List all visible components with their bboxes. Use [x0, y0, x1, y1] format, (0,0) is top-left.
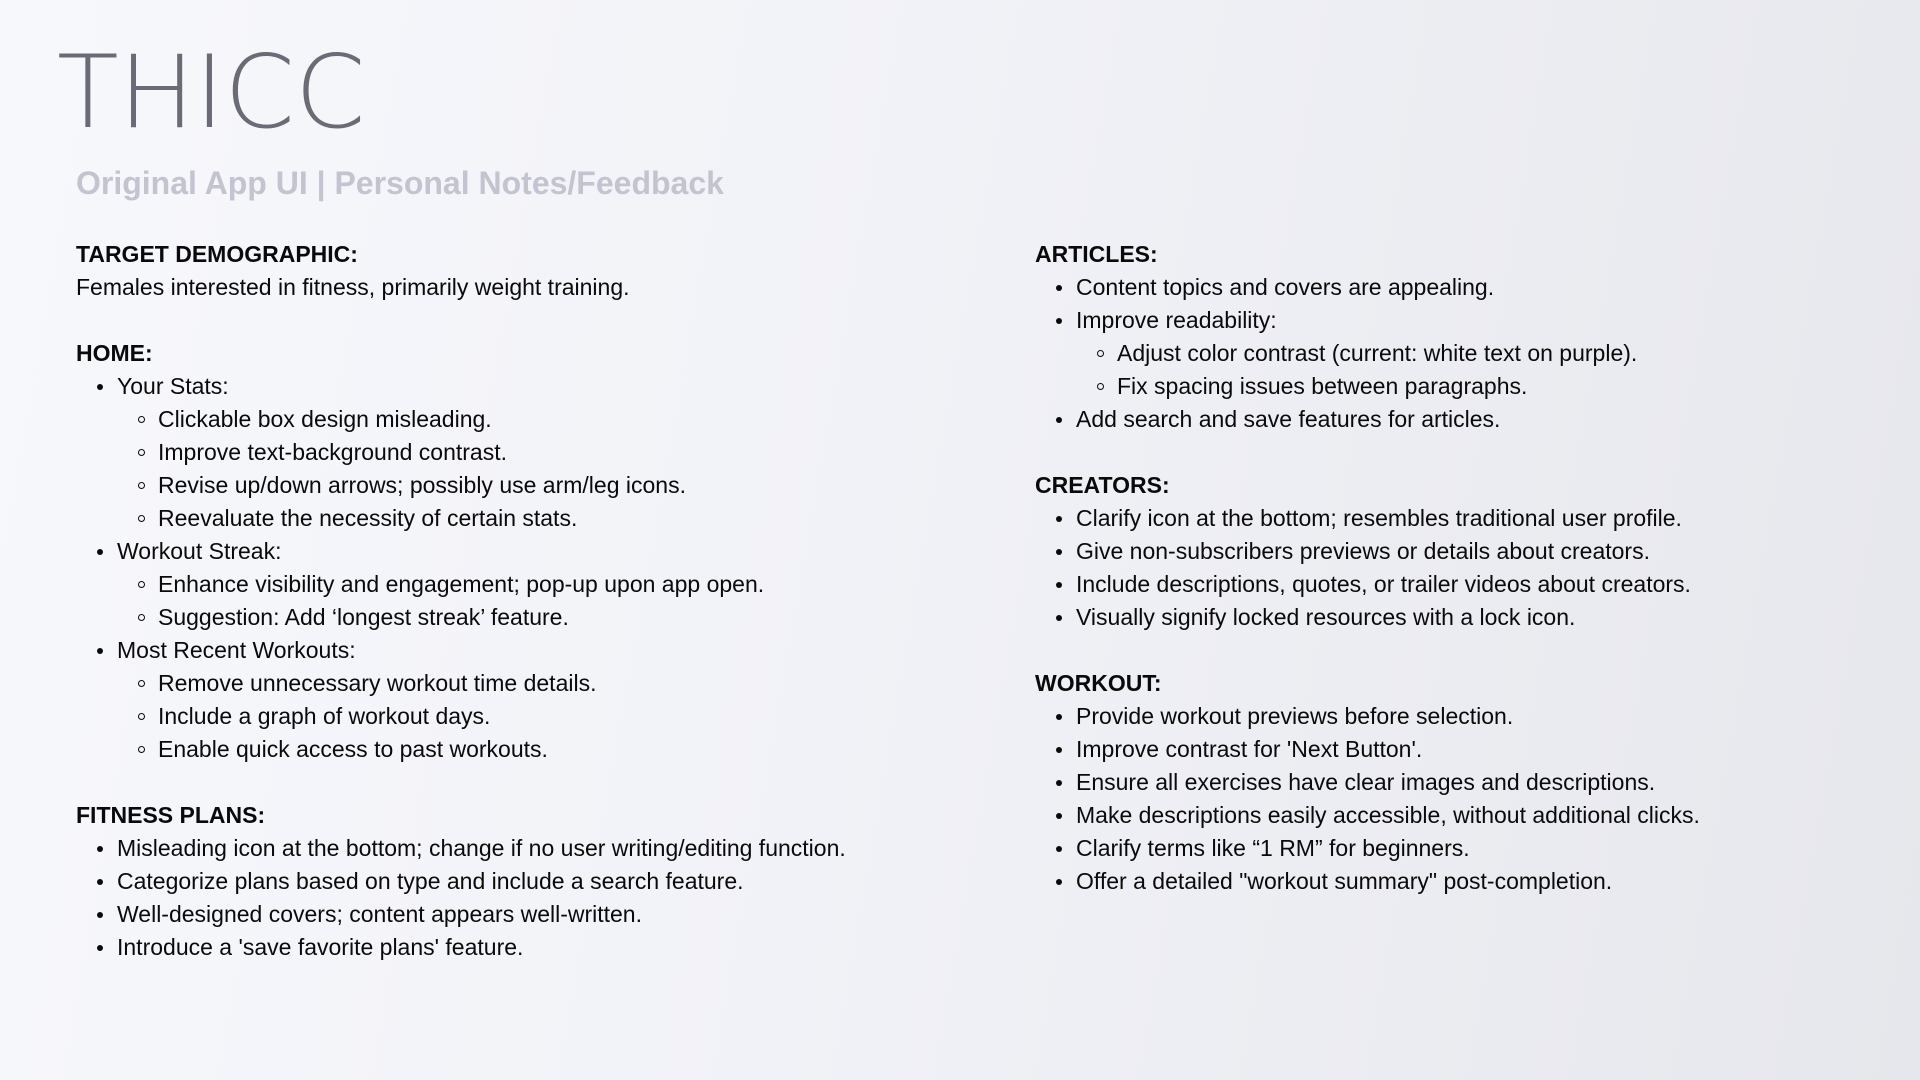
section-heading: WORKOUT:: [1035, 670, 1162, 696]
section-heading: CREATORS:: [1035, 472, 1170, 498]
list-item-label: Workout Streak:: [117, 538, 282, 564]
sub-list-item: Fix spacing issues between paragraphs.: [1117, 370, 1895, 403]
section-heading: HOME:: [76, 340, 153, 366]
sub-list-item: Improve text-background contrast.: [158, 436, 976, 469]
list-item: Visually signify locked resources with a lock icon.: [1076, 601, 1895, 634]
list-item-label: Content topics and covers are appealing.: [1076, 274, 1495, 300]
section-workout: [1035, 667, 1895, 898]
section-heading: ARTICLES:: [1035, 241, 1158, 267]
page-title: THICC: [57, 33, 366, 151]
list-item: Ensure all exercises have clear images and descriptions.: [1076, 766, 1895, 799]
list-item: Clarify icon at the bottom; resembles traditional user profile.: [1076, 502, 1895, 535]
list-item: Offer a detailed "workout summary" post-completion.: [1076, 865, 1895, 898]
list-item: [1076, 403, 1895, 436]
left-column: [76, 238, 976, 997]
list-item: Include descriptions, quotes, or trailer videos about creators.: [1076, 568, 1895, 601]
list-item: [117, 634, 976, 766]
sub-list-item: Include a graph of workout days.: [158, 700, 976, 733]
sub-list-item: Revise up/down arrows; possibly use arm/leg icons.: [158, 469, 976, 502]
list-item: [1076, 271, 1895, 304]
list-item: Introduce a 'save favorite plans' feature.: [117, 931, 976, 964]
list-item: Provide workout previews before selection.: [1076, 700, 1895, 733]
sub-list-item: Enable quick access to past workouts.: [158, 733, 976, 766]
bullet-list: [76, 832, 976, 964]
list-item: Misleading icon at the bottom; change if no user writing/editing function.: [117, 832, 976, 865]
list-item: Make descriptions easily accessible, without additional clicks.: [1076, 799, 1895, 832]
section-creators: [1035, 469, 1895, 634]
list-item-label: Improve readability:: [1076, 307, 1277, 333]
list-item-label: Add search and save features for articles.: [1076, 406, 1501, 432]
sub-bullet-list: [117, 667, 976, 766]
section-text: Females interested in fitness, primarily weight training.: [76, 274, 630, 300]
bullet-list: [1035, 700, 1895, 898]
bullet-list: [1035, 271, 1895, 436]
list-item: Categorize plans based on type and include a search feature.: [117, 865, 976, 898]
right-column: [1035, 238, 1895, 931]
section-home: [76, 337, 976, 766]
sub-list-item: Enhance visibility and engagement; pop-up upon app open.: [158, 568, 976, 601]
list-item: Well-designed covers; content appears well-written.: [117, 898, 976, 931]
sub-list-item: Reevaluate the necessity of certain stats.: [158, 502, 976, 535]
sub-bullet-list: [117, 568, 976, 634]
section-heading: FITNESS PLANS:: [76, 802, 266, 828]
list-item: Clarify terms like “1 RM” for beginners.: [1076, 832, 1895, 865]
list-item: Improve contrast for 'Next Button'.: [1076, 733, 1895, 766]
sub-list-item: Suggestion: Add ‘longest streak’ feature.: [158, 601, 976, 634]
bullet-list: [1035, 502, 1895, 634]
section-target-demographic: [76, 238, 976, 304]
bullet-list: [76, 370, 976, 766]
sub-bullet-list: [117, 403, 976, 535]
section-fitness-plans: [76, 799, 976, 964]
list-item: [117, 535, 976, 634]
list-item-label: Most Recent Workouts:: [117, 637, 356, 663]
list-item-label: Your Stats:: [117, 373, 229, 399]
page-subtitle: Original App UI | Personal Notes/Feedback: [76, 165, 724, 201]
list-item: [1076, 304, 1895, 403]
section-articles: [1035, 238, 1895, 436]
sub-list-item: Remove unnecessary workout time details.: [158, 667, 976, 700]
sub-list-item: Clickable box design misleading.: [158, 403, 976, 436]
section-heading: TARGET DEMOGRAPHIC:: [76, 241, 358, 267]
list-item: Give non-subscribers previews or details about creators.: [1076, 535, 1895, 568]
sub-list-item: Adjust color contrast (current: white text on purple).: [1117, 337, 1895, 370]
sub-bullet-list: [1076, 337, 1895, 403]
list-item: [117, 370, 976, 535]
